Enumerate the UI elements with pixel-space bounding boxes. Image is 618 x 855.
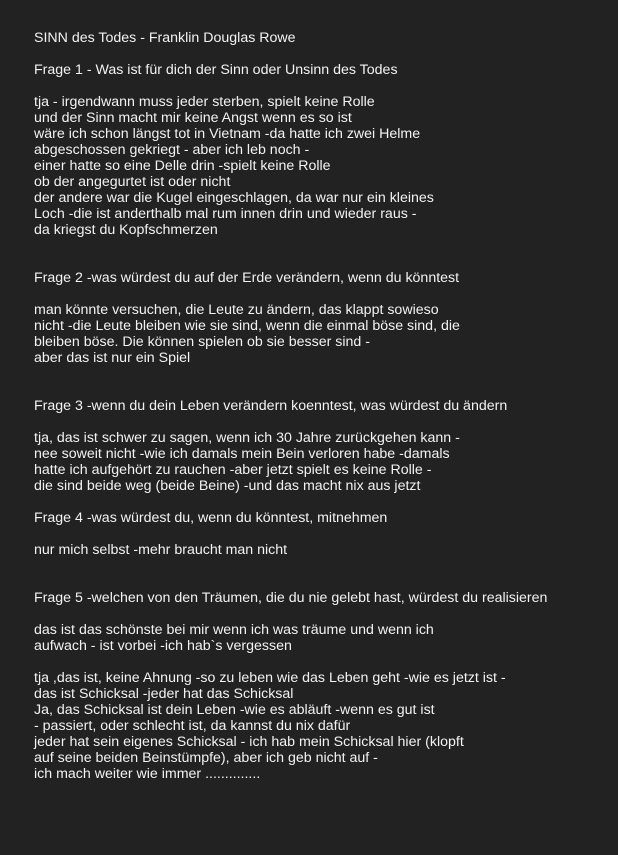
answer-line: auf seine beiden Beinstümpfe), aber ich geb nicht auf - — [34, 750, 378, 766]
answer-line: man könnte versuchen, die Leute zu ändern, das klappt sowieso — [34, 302, 439, 318]
answer-line: Loch -die ist anderthalb mal rum innen drin und wieder raus - — [34, 206, 417, 222]
question-block-5 — [34, 590, 604, 782]
answer-line: ob der angegurtet ist oder nicht — [34, 174, 231, 190]
question-3-heading: Frage 3 -wenn du dein Leben verändern koenntest, was würdest du ändern — [34, 398, 508, 414]
question-block-1 — [34, 62, 604, 238]
answer-line: tja ,das ist, keine Ahnung -so zu leben wie das Leben geht -wie es jetzt ist - — [34, 670, 506, 686]
question-5-heading: Frage 5 -welchen von den Träumen, die du nie gelebt hast, würdest du realisieren — [34, 590, 548, 606]
answer-line: nee soweit nicht -wie ich damals mein Bein verloren habe -damals — [34, 446, 450, 462]
answer-line: aber das ist nur ein Spiel — [34, 350, 191, 366]
answer-line: die sind beide weg (beide Beine) -und das macht nix aus jetzt — [34, 478, 421, 494]
answer-line: Ja, das Schicksal ist dein Leben -wie es abläuft -wenn es gut ist — [34, 702, 435, 718]
answer-line: wäre ich schon längst tot in Vietnam -da hatte ich zwei Helme — [34, 126, 421, 142]
answer-line: da kriegst du Kopfschmerzen — [34, 222, 218, 238]
document-page — [34, 30, 604, 782]
answer-5-part-b — [34, 670, 604, 782]
answer-2 — [34, 302, 604, 366]
answer-line: hatte ich aufgehört zu rauchen -aber jetzt spielt es keine Rolle - — [34, 462, 432, 478]
question-block-3 — [34, 398, 604, 494]
answer-line: bleiben böse. Die können spielen ob sie besser sind - — [34, 334, 370, 350]
question-2-heading: Frage 2 -was würdest du auf der Erde verändern, wenn du könntest — [34, 270, 460, 286]
question-block-2 — [34, 270, 604, 366]
answer-line: einer hatte so eine Delle drin -spielt keine Rolle — [34, 158, 331, 174]
answer-line: aufwach - ist vorbei -ich hab`s vergessen — [34, 638, 292, 654]
answer-line: ich mach weiter wie immer .............. — [34, 766, 261, 782]
answer-line: das ist Schicksal -jeder hat das Schicksal — [34, 686, 294, 702]
document-title: SINN des Todes - Franklin Douglas Rowe — [34, 30, 296, 46]
answer-line: tja, das ist schwer zu sagen, wenn ich 30 Jahre zurückgehen kann - — [34, 430, 460, 446]
answer-line: das ist das schönste bei mir wenn ich was träume und wenn ich — [34, 622, 434, 638]
answer-line: nur mich selbst -mehr braucht man nicht — [34, 542, 288, 558]
answer-3 — [34, 430, 604, 494]
question-4-heading: Frage 4 -was würdest du, wenn du könntest, mitnehmen — [34, 510, 388, 526]
answer-line: abgeschossen gekriegt - aber ich leb noch - — [34, 142, 310, 158]
question-block-4 — [34, 510, 604, 558]
answer-line: nicht -die Leute bleiben wie sie sind, wenn die einmal böse sind, die — [34, 318, 460, 334]
answer-line: - passiert, oder schlecht ist, da kannst du nix dafür — [34, 718, 351, 734]
answer-1 — [34, 94, 604, 238]
answer-5-part-a — [34, 622, 604, 654]
answer-4 — [34, 542, 604, 558]
answer-line: und der Sinn macht mir keine Angst wenn es so ist — [34, 110, 352, 126]
question-1-heading: Frage 1 - Was ist für dich der Sinn oder Unsinn des Todes — [34, 62, 398, 78]
answer-line: der andere war die Kugel eingeschlagen, da war nur ein kleines — [34, 190, 434, 206]
answer-line: jeder hat sein eigenes Schicksal - ich hab mein Schicksal hier (klopft — [34, 734, 464, 750]
answer-line: tja - irgendwann muss jeder sterben, spielt keine Rolle — [34, 94, 375, 110]
